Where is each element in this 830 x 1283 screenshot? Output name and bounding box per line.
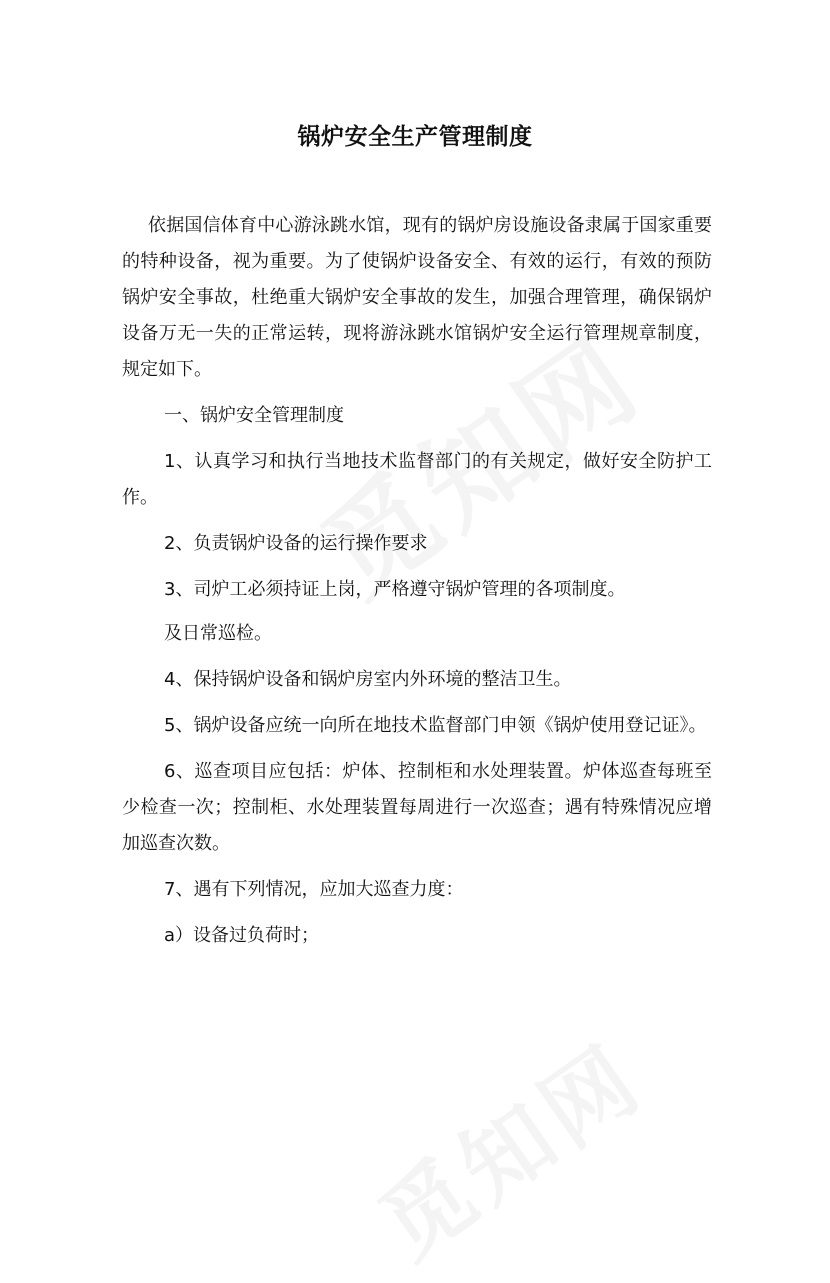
- rule-item: 5、锅炉设备应统一向所在地技术监督部门申领《锅炉使用登记证》。: [164, 715, 707, 736]
- rule-item: 7、遇有下列情况，应加大巡查力度：: [164, 879, 464, 900]
- rule-item-continuation: 及日常巡检。: [164, 623, 272, 644]
- rule-item: 4、保持锅炉设备和锅炉房室内外环境的整洁卫生。: [164, 669, 572, 690]
- sub-item: a）设备过负荷时；: [164, 925, 320, 946]
- rule-item: 6、巡查项目应包括：炉体、控制柜和水处理装置。炉体巡查每班至少检查一次；控制柜、水处理装置每周进行一次巡查；遇有特殊情况应增加巡查次数。: [122, 761, 712, 854]
- intro-paragraph: 依据国信体育中心游泳跳水馆，现有的锅炉房设施设备隶属于国家重要的特种设备，视为重要。为了使锅炉设备安全、有效的运行，有效的预防锅炉安全事故，杜绝重大锅炉安全事故的发生，加强合理管理，确保锅炉设备万无一失的正常运转，现将游泳跳水馆锅炉安全运行管理规章制度，规定如下。: [122, 215, 712, 380]
- rule-item: 3、司炉工必须持证上岗，严格遵守锅炉管理的各项制度。: [164, 579, 626, 600]
- document-title: 锅炉安全生产管理制度: [297, 124, 533, 150]
- rule-item: 2、负责锅炉设备的运行操作要求: [164, 533, 428, 554]
- document-body: [122, 208, 712, 964]
- section-heading: 一、锅炉安全管理制度: [164, 405, 344, 426]
- watermark: [349, 1007, 664, 1282]
- rule-item: 1、认真学习和执行当地技术监督部门的有关规定，做好安全防护工作。: [122, 451, 712, 508]
